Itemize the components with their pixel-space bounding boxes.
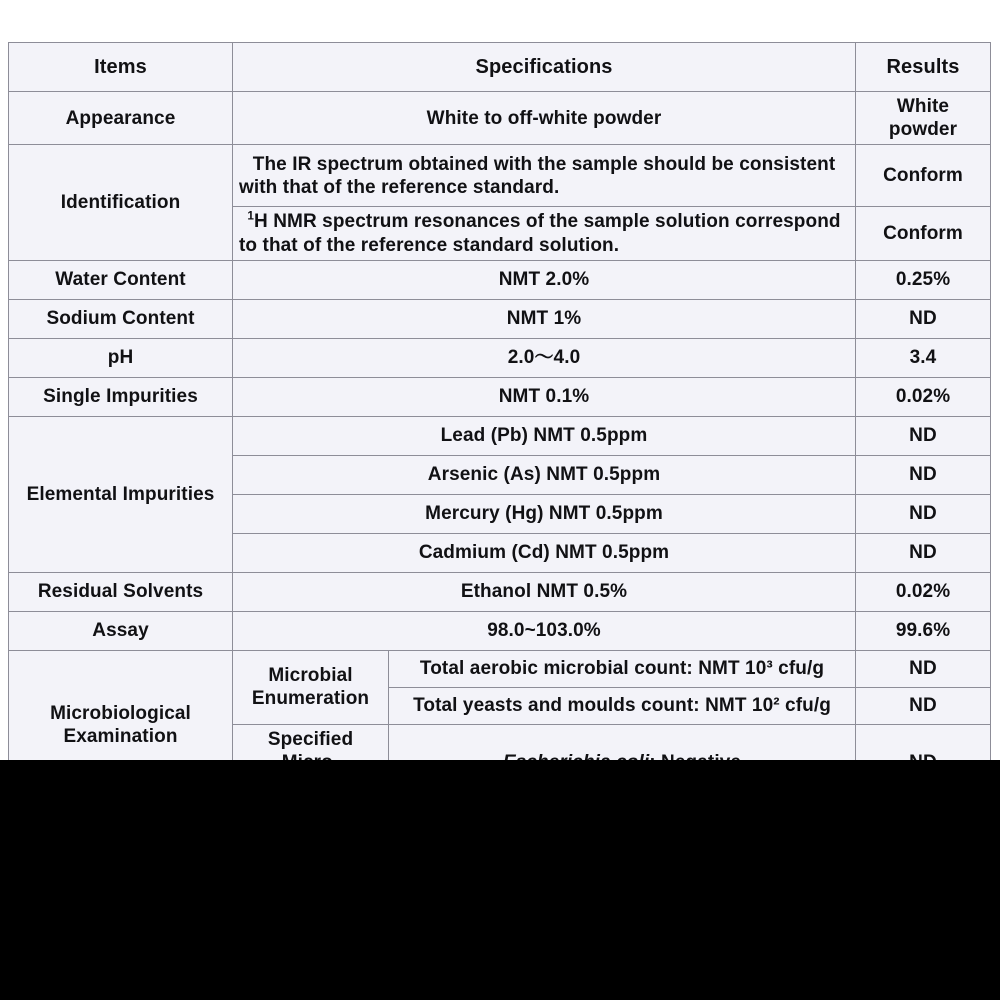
cell-result-arsenic: ND xyxy=(856,455,991,494)
cell-item-sodium-content: Sodium Content xyxy=(9,299,233,338)
cell-item-identification: Identification xyxy=(9,145,233,260)
table-row-appearance xyxy=(9,92,991,145)
table-row-sodium-content xyxy=(9,299,991,338)
cell-result-water-content: 0.25% xyxy=(856,260,991,299)
cell-spec-identification-ir: The IR spectrum obtained with the sample should be consistent with that of the reference standard. xyxy=(233,145,856,207)
cell-spec-residual-solvents: Ethanol NMT 0.5% xyxy=(233,572,856,611)
microbial-line2: Enumeration xyxy=(251,688,370,710)
cell-result-assay: 99.6% xyxy=(856,611,991,650)
table-row-residual-solvents xyxy=(9,572,991,611)
micro-exam-line1: Microbiological xyxy=(50,703,191,725)
table-row-lead xyxy=(9,416,991,455)
cell-result-identification-nmr: Conform xyxy=(856,207,991,260)
cell-spec-assay: 98.0~103.0% xyxy=(233,611,856,650)
cell-result-total-yeasts: ND xyxy=(856,687,991,724)
cell-result-lead: ND xyxy=(856,416,991,455)
cell-result-appearance: White powder xyxy=(856,92,991,145)
table-row-ph xyxy=(9,338,991,377)
cell-item-assay: Assay xyxy=(9,611,233,650)
cell-spec-lead: Lead (Pb) NMT 0.5ppm xyxy=(233,416,856,455)
header-items: Items xyxy=(9,43,233,92)
cell-spec-water-content: NMT 2.0% xyxy=(233,260,856,299)
cell-result-identification-ir: Conform xyxy=(856,145,991,207)
table-body xyxy=(9,92,991,801)
cell-item-residual-solvents: Residual Solvents xyxy=(9,572,233,611)
superscript-one: 1 xyxy=(247,210,255,224)
cell-item-ph: pH xyxy=(9,338,233,377)
microbial-line1: Microbial xyxy=(268,665,353,687)
cell-spec-appearance: White to off-white powder xyxy=(233,92,856,145)
cell-subgroup-microbial-enumeration xyxy=(233,650,389,724)
cell-result-residual-solvents: 0.02% xyxy=(856,572,991,611)
cell-spec-ph: 2.0～4.0 xyxy=(233,338,856,377)
cell-result-ph: 3.4 xyxy=(856,338,991,377)
cell-spec-identification-nmr-text: H NMR spectrum resonances of the sample solution correspond to that of the reference standard solution. xyxy=(239,211,841,256)
cell-spec-arsenic: Arsenic (As) NMT 0.5ppm xyxy=(233,455,856,494)
table-row-identification-ir xyxy=(9,145,991,207)
cell-result-cadmium: ND xyxy=(856,533,991,572)
micro-exam-line2: Examination xyxy=(63,726,178,748)
cell-result-single-impurities: 0.02% xyxy=(856,377,991,416)
cell-spec-total-yeasts: Total yeasts and moulds count: NMT 10² cfu/g xyxy=(389,687,856,724)
header-row xyxy=(9,43,991,92)
table-row-single-impurities xyxy=(9,377,991,416)
cell-result-sodium-content: ND xyxy=(856,299,991,338)
cell-item-appearance: Appearance xyxy=(9,92,233,145)
cell-item-elemental-impurities: Elemental Impurities xyxy=(9,416,233,572)
cell-spec-sodium-content: NMT 1% xyxy=(233,299,856,338)
cell-spec-single-impurities: NMT 0.1% xyxy=(233,377,856,416)
cell-item-water-content: Water Content xyxy=(9,260,233,299)
table-row-total-aerobic xyxy=(9,650,991,687)
specification-table xyxy=(8,42,991,801)
cell-result-mercury: ND xyxy=(856,494,991,533)
table-row-assay xyxy=(9,611,991,650)
specified-line1: Specified xyxy=(267,728,354,750)
header-results: Results xyxy=(856,43,991,92)
cell-spec-mercury: Mercury (Hg) NMT 0.5ppm xyxy=(233,494,856,533)
table-header xyxy=(9,43,991,92)
cell-spec-total-aerobic: Total aerobic microbial count: NMT 10³ cfu/g xyxy=(389,650,856,687)
cell-spec-cadmium: Cadmium (Cd) NMT 0.5ppm xyxy=(233,533,856,572)
header-specifications: Specifications xyxy=(233,43,856,92)
cell-item-single-impurities: Single Impurities xyxy=(9,377,233,416)
cell-result-total-aerobic: ND xyxy=(856,650,991,687)
letterbox-band xyxy=(0,760,1000,1000)
cell-spec-identification-nmr xyxy=(233,207,856,260)
table-row-water-content xyxy=(9,260,991,299)
